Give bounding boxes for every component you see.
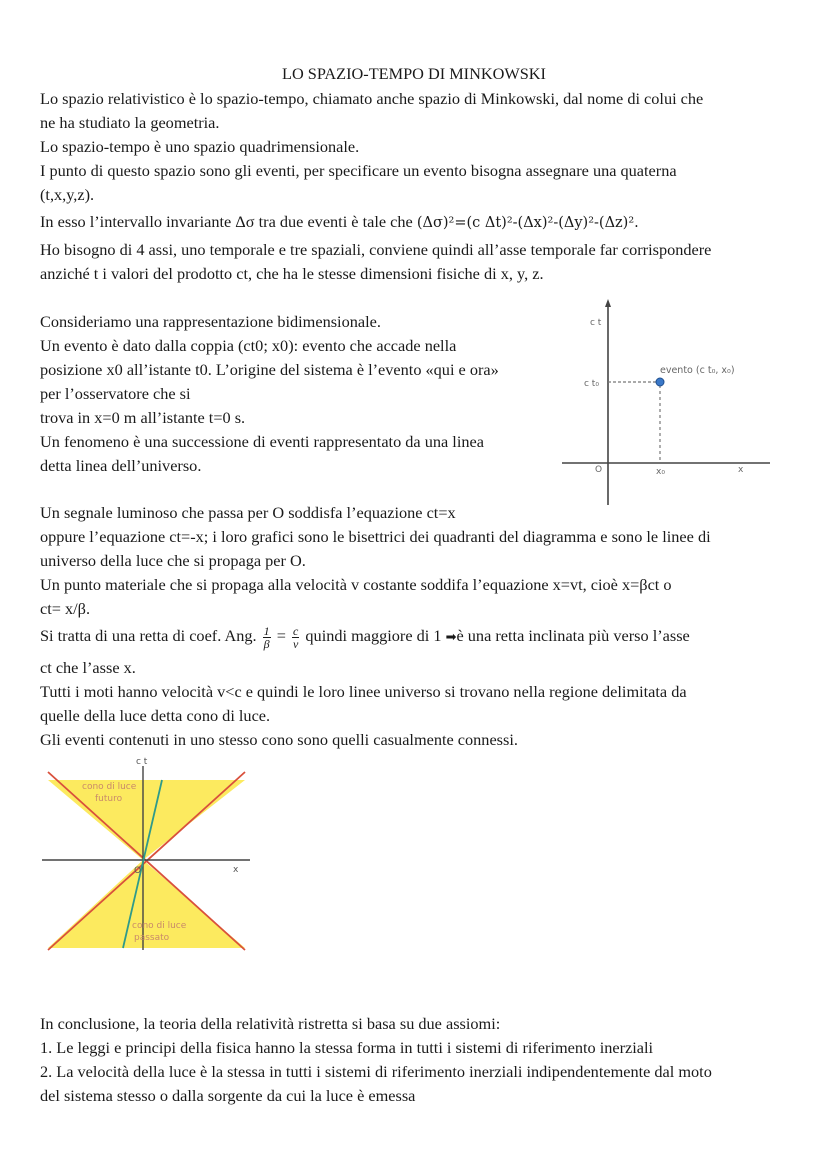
- text-line: 1. Le leggi e principi della fisica hanno la stessa forma in tutti i sistemi di riferimento inerziali: [40, 1038, 654, 1057]
- text-line: In conclusione, la teoria della relatività ristretta si basa su due assiomi:: [40, 1014, 501, 1033]
- text-line: Lo spazio-tempo è uno spazio quadrimensionale.: [40, 137, 360, 156]
- text-line: Un punto materiale che si propaga alla velocità v costante soddifa l’equazione x=vt, cioè x=βct o: [40, 575, 672, 594]
- text-line: ne ha studiato la geometria.: [40, 113, 220, 132]
- ct0-label: c t₀: [584, 379, 599, 389]
- x0-label: x₀: [656, 467, 665, 477]
- past-label-2: passato: [134, 933, 170, 943]
- text-line: universo della luce che si propaga per O.: [40, 551, 306, 570]
- interval-equation: (Δσ)²=(c Δt)²-(Δx)²-(Δy)²-(Δz)².: [416, 215, 639, 231]
- text-line: Tutti i moti hanno velocità v<c e quindi le loro linee universo si trovano nella regione delimitata da: [40, 682, 687, 701]
- fraction-c-over-v: $\frac{c}{v}$: [293, 623, 299, 651]
- past-label-1: cono di luce: [132, 921, 187, 931]
- text-line: 2. La velocità della luce è la stessa in tutti i sistemi di riferimento inerziali indipendentemente dal moto: [40, 1062, 712, 1081]
- text-line: Un fenomeno è una successione di eventi rappresentato da una linea: [40, 432, 484, 451]
- text-line: ct= x/β.: [40, 599, 91, 618]
- text-line: trova in x=0 m all’istante t=0 s.: [40, 408, 246, 427]
- event-point: [656, 378, 664, 386]
- text-line: Un evento è dato dalla coppia (ct0; x0): evento che accade nella: [40, 336, 457, 355]
- light-cone-diagram: [40, 752, 255, 954]
- text-line: oppure l’equazione ct=-x; i loro grafici sono le bisettrici dei quadranti del diagramma e sono le linee di: [40, 527, 711, 546]
- ct-axis-arrow-icon: [605, 299, 611, 307]
- slope-text-3: è una retta inclinata più verso l’asse: [456, 626, 690, 645]
- right-arrow-icon: ➡: [445, 630, 457, 645]
- ct-axis-label: c t: [136, 757, 148, 767]
- text-line: Ho bisogno di 4 assi, uno temporale e tre spaziali, conviene quindi all’asse temporale far corrispondere: [40, 240, 712, 259]
- text-line: del sistema stesso o dalla sorgente da cui la luce è emessa: [40, 1086, 416, 1105]
- text-line: per l’osservatore che si: [40, 384, 191, 403]
- text-line: Consideriamo una rappresentazione bidimensionale.: [40, 312, 381, 331]
- future-label-1: cono di luce: [82, 782, 137, 792]
- text-line: Lo spazio relativistico è lo spazio-tempo, chiamato anche spazio di Minkowski, dal nome di colui che: [40, 89, 704, 108]
- origin-label: O: [134, 866, 142, 876]
- x-axis-label: x: [233, 865, 239, 875]
- fraction-one-over-beta: $\frac{1}{\beta}$: [263, 623, 270, 651]
- text-line: ct che l’asse x.: [40, 658, 136, 677]
- text-line: (t,x,y,z).: [40, 185, 95, 204]
- text-line: I punto di questo spazio sono gli eventi, per specificare un evento bisogna assegnare una quaterna: [40, 161, 677, 180]
- text-line: posizione x0 all’istante t0. L’origine del sistema è l’evento «qui e ora»: [40, 360, 499, 379]
- x-axis-label: x: [738, 465, 744, 475]
- event-diagram: [560, 295, 780, 510]
- ct-axis-label: c t: [590, 318, 602, 328]
- slope-text: Si tratta di una retta di coef. Ang.: [40, 626, 257, 645]
- text-line: detta linea dell’universo.: [40, 456, 202, 475]
- future-label-2: futuro: [95, 794, 123, 804]
- text-line: Un segnale luminoso che passa per O soddisfa l’equazione ct=x: [40, 503, 456, 522]
- page-title: LO SPAZIO-TEMPO DI MINKOWSKI: [282, 64, 546, 83]
- interval-text: In esso l’intervallo invariante Δσ tra due eventi è tale che: [40, 212, 417, 231]
- interval-line: [40, 210, 639, 236]
- text-line: quelle della luce detta cono di luce.: [40, 706, 271, 725]
- text-line: anziché t i valori del prodotto ct, che ha le stesse dimensioni fisiche di x, y, z.: [40, 264, 544, 283]
- event-label: evento (c t₀, x₀): [660, 365, 735, 376]
- slope-text-2: quindi maggiore di 1: [305, 626, 442, 645]
- slope-line: [40, 624, 690, 650]
- text-line: Gli eventi contenuti in uno stesso cono sono quelli casualmente connessi.: [40, 730, 518, 749]
- equals-sign: =: [276, 626, 286, 645]
- origin-label: O: [595, 465, 603, 475]
